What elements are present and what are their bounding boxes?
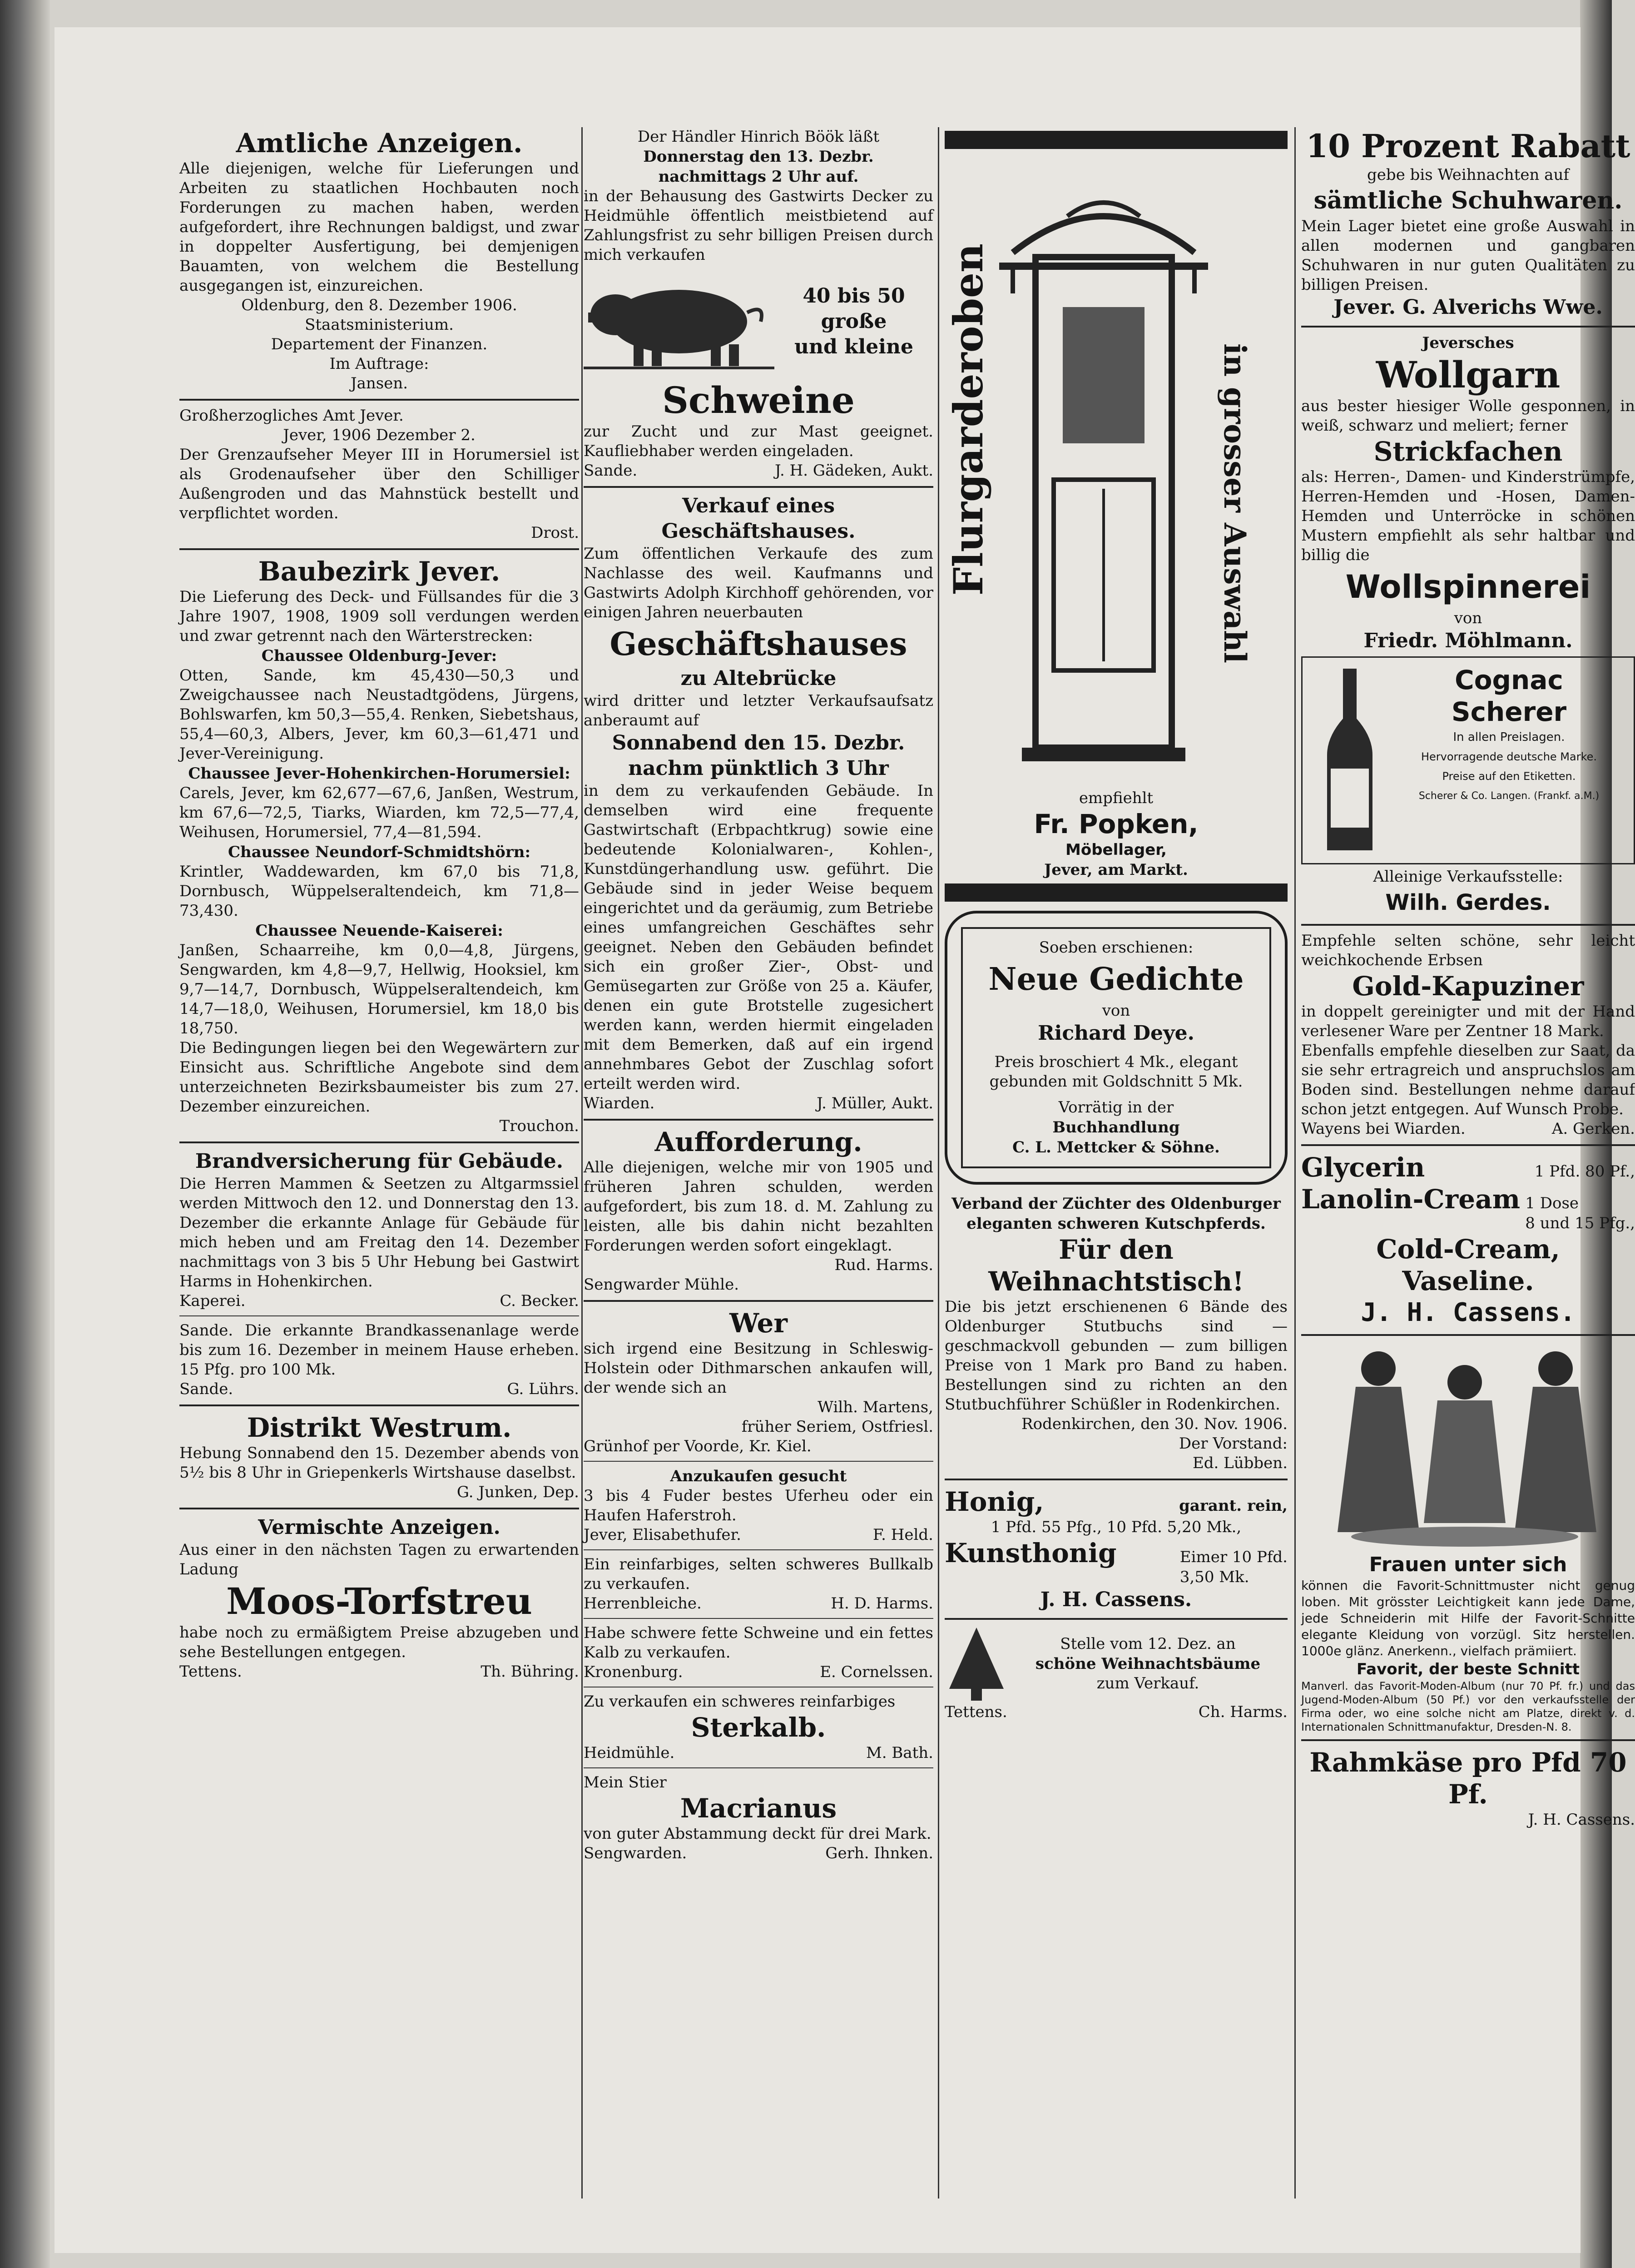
bau-intro: Die Lieferung des Deck- und Füllsandes für die 3 Jahre 1907, 1908, 1909 soll verdungen werden und zwar getrennt nach den Wärterstrecken: [179, 588, 579, 645]
verkauf-date: Sonnabend den 15. Dezbr. [612, 731, 905, 754]
frauen-sub: Favorit, der beste Schnitt [1356, 1660, 1580, 1678]
stier-body: Mein Stier [584, 1773, 667, 1792]
verkauf-sig: J. Müller, Aukt. [817, 1094, 933, 1112]
chaussee-body: Carels, Jever, km 62,677—67,6, Janßen, Westrum, km 67,6—72,5, Tiarks, Wiarden, km 72,5—77,4, Weihusen, Horumersiel, 77,4—81,594. [179, 784, 579, 841]
bull-place: Herrenbleiche. [584, 1594, 702, 1613]
chaussee-head: Chaussee Oldenburg-Jever: [261, 647, 497, 665]
westrum-body: Hebung Sonnabend den 15. Dezember abends von 5½ bis 8 Uhr in Griepenkerls Wirtshause daselbst. [179, 1444, 579, 1482]
frauen-head: Frauen unter sich [1369, 1553, 1567, 1576]
stier-name: Macrianus [680, 1793, 837, 1824]
strick-head: Strickfachen [1373, 436, 1563, 467]
rabatt-big: sämtliche Schuhwaren. [1313, 187, 1623, 214]
divider [584, 1119, 933, 1121]
frauen-body: können die Favorit-Schnittmuster nicht genug loben. Mit grösster Leichtigkeit kann jede Dame, jede Schneiderin mit Hilfe der Favorit-Schnitte elegante Kleidung von vorzügl. Sitz herstellen. 1000e glänz. Anerkenn., vielfach prämiiert. [1301, 1578, 1635, 1658]
neue-author: Richard Deye. [1038, 1022, 1194, 1045]
neue-title: Neue Gedichte [988, 961, 1244, 998]
anz-place: Jever, Elisabethufer. [584, 1526, 741, 1544]
coat-rack-illustration [995, 162, 1213, 779]
amt-sig: Drost. [531, 524, 579, 542]
divider [584, 1300, 933, 1302]
brand-body: Die Herren Mammen & Seetzen zu Altgarmssiel werden Mittwoch den 12. und Donnerstag den 13. Dezember die erkannte Anlage für Gebäude für mich heben und am Freitag den 14. Dezember nachmittags von 3 bis 5 Uhr Hebung bei Gastwirt Harms in Hohenkirchen. [179, 1175, 579, 1290]
erbs-body2: in doppelt gereinigter und mit der Hand verlesener Ware per Zentner 18 Mark. [1301, 1002, 1635, 1040]
erbs-big: Gold-Kapuziner [1352, 971, 1584, 1002]
neue-price: Preis broschiert 4 Mk., elegant gebunden mit Goldschnitt 5 Mk. [989, 1053, 1243, 1091]
woll-body: aus bester hiesiger Wolle gesponnen, in weiß, schwarz und meliert; ferner [1301, 397, 1635, 435]
woll-big: Wollgarn [1376, 353, 1561, 396]
verm-product: Moos-Torfstreu [226, 1580, 532, 1623]
verm-sig: Th. Bühring. [481, 1663, 579, 1681]
wer-sig: früher Seriem, Ostfriesl. [741, 1418, 933, 1436]
frauen-body2: Manverl. das Favorit-Moden-Album (nur 70 Pf. fr.) und das Jugend-Moden-Album (50 Pf.) vor den verkaufsstelle der Firma oder, wo eine solche nicht am Platze, direkt v. d. Internationalen Schnittmanufaktur, Dresden-N. 8. [1301, 1680, 1635, 1733]
flur-empfiehlt: empfiehlt [1079, 789, 1154, 807]
cognac-ad [1301, 656, 1635, 864]
divider [179, 1404, 579, 1406]
verb-head: Verband der Züchter des Oldenburger [951, 1195, 1281, 1213]
heading-baubezirk: Baubezirk Jever. [258, 556, 500, 587]
flur-vertical-title: Flurgarderoben [945, 243, 992, 596]
neue-buch: Buchhandlung [1052, 1118, 1180, 1136]
verb-body: Die bis jetzt erschienenen 6 Bände des Oldenburger Stutbuchs sind — geschmackvoll gebunden — zum billigen Preise von 1 Mark pro Band zu haben. Bestellungen sind zu richten an den Stutbuchführer Schüßler in Rodenkirchen. [945, 1298, 1288, 1414]
flur-sub: Möbellager, [1065, 841, 1167, 859]
rahm-sig: J. H. Cassens. [1528, 1811, 1635, 1829]
fett-place: Kronenburg. [584, 1663, 683, 1681]
cognac-line: Preise auf den Etiketten. [1442, 770, 1576, 783]
divider [179, 1508, 579, 1509]
sande-sig: G. Lührs. [507, 1380, 579, 1398]
pig-date: Donnerstag den 13. Dezbr. [643, 148, 874, 166]
chaussee-body: Janßen, Schaarreihe, km 0,0—4,8, Jürgens, Sengwarden, km 4,8—9,7, Hellwig, Hooksiel, km 9,7—14,7, Dornbusch, Wüppelseraltendeich, km 14,7—18,0, Weihusen, Horumersiel, km 18,0 bis 18,750. [179, 941, 579, 1037]
column-rule [938, 127, 939, 2199]
cognac-title: Scherer [1451, 696, 1567, 727]
wer-head: Wer [729, 1308, 788, 1339]
verm-place: Tettens. [179, 1663, 242, 1681]
divider [584, 1767, 933, 1768]
honig-price: 1 Pfd. 55 Pfg., 10 Pfd. 5,20 Mk., [991, 1518, 1242, 1536]
lan-price: 8 und 15 Pfg., [1525, 1214, 1635, 1232]
lan-head: Lanolin-Cream [1301, 1184, 1521, 1215]
cognac-line: Hervorragende deutsche Marke. [1421, 750, 1597, 763]
book-spine [0, 0, 50, 2268]
amt-body: Der Grenzaufseher Meyer III in Horumersiel ist als Grodenaufseher über den Schilliger Außengroden und das Mahnstück bestellt und verpflichtet worden. [179, 446, 579, 522]
divider [179, 1315, 579, 1316]
spinn-von: von [1454, 609, 1482, 627]
sande-body: Sande. Die erkannte Brandkassenanlage werde bis zum 16. Dezember in meinem Hause erheben. 15 Pfg. pro 100 Mk. [179, 1321, 579, 1379]
sande-place: Sande. [179, 1380, 233, 1398]
kunst-head: Kunsthonig [945, 1538, 1117, 1568]
pig-adj: und kleine [794, 335, 913, 358]
verkauf-body2: wird dritter und letzter Verkaufsaufsatz anberaumt auf [584, 692, 933, 730]
stk-sig: M. Bath. [866, 1744, 933, 1762]
neue-vorr: Vorrätig in der [1058, 1098, 1174, 1117]
stk-headline: Sterkalb. [691, 1712, 826, 1743]
column-rule [1294, 127, 1296, 2199]
brand-place: Kaperei. [179, 1292, 246, 1310]
baum-sig: Ch. Harms. [1198, 1703, 1288, 1721]
divider [1301, 1334, 1635, 1336]
verkauf-loc: zu Altebrücke [680, 667, 837, 690]
cognac-title: Cognac [1455, 665, 1563, 695]
neue-von: von [1102, 1002, 1130, 1020]
rahm-head: Rahmkäse pro Pfd 70 Pf. [1309, 1747, 1627, 1810]
cold-cream: Cold-Cream, [1376, 1234, 1560, 1265]
divider [945, 1479, 1288, 1480]
cognac-line: In allen Preislagen. [1453, 730, 1565, 744]
wer-sig: Grünhof per Voorde, Kr. Kiel. [584, 1437, 812, 1455]
verkauf-place: Wiarden. [584, 1094, 655, 1112]
verb-headline: Für den Weihnachtstisch! [988, 1234, 1244, 1297]
verm-body2: habe noch zu ermäßigtem Preise abzugeben und sehe Bestellungen entgegen. [179, 1623, 579, 1661]
divider [584, 486, 933, 488]
divider [584, 1618, 933, 1619]
flurgarderoben-ad [945, 153, 1288, 789]
honig-head: Honig, [945, 1486, 1044, 1517]
honig-sub: garant. rein, [1179, 1497, 1288, 1515]
verb-date: Rodenkirchen, den 30. Nov. 1906. [1021, 1415, 1288, 1433]
spinn-name: Friedr. Möhlmann. [1363, 629, 1573, 652]
gly-price: 1 Pfd. 80 Pf., [1534, 1162, 1635, 1181]
kunst-price: 3,50 Mk. [1179, 1568, 1249, 1586]
pig-intro: Der Händler Hinrich Böök läßt [637, 128, 880, 146]
pig-illustration [584, 272, 774, 372]
pig-body2: zur Zucht und zur Mast geeignet. Kaufliebhaber werden eingeladen. [584, 422, 933, 460]
lan-price: 1 Dose [1525, 1194, 1579, 1212]
amtliche-sig: Im Auftrage: [329, 355, 429, 373]
amt-head: Großherzogliches Amt Jever. [179, 407, 404, 425]
wer-sig: Wilh. Martens, [818, 1398, 933, 1416]
cognac-name: Wilh. Gerdes. [1385, 890, 1551, 915]
anz-sig: F. Held. [872, 1526, 933, 1544]
verkauf-time: nachm pünktlich 3 Uhr [628, 757, 889, 780]
gly-head: Glycerin [1301, 1152, 1425, 1183]
baum-body: schöne Weihnachtsbäume [1035, 1655, 1261, 1673]
erbs-sig: A. Gerken. [1551, 1120, 1635, 1138]
divider [1301, 1739, 1635, 1741]
rabatt-head: 10 Prozent Rabatt [1306, 127, 1630, 165]
column-3 [945, 127, 1288, 2199]
rabatt-body: Mein Lager bietet eine große Auswahl in allen modernen und gangbaren Schuhwaren in nur guten Qualitäten zu billigen Preisen. [1301, 217, 1635, 294]
flur-name: Fr. Popken, [1034, 809, 1199, 839]
pig-body: in der Behausung des Gastwirts Decker zu Heidmühle öffentlich meistbietend auf Zahlungsfrist zu sehr billigen Preisen durch mich verkaufen [584, 187, 933, 264]
amtliche-sig: Staatsministerium. [305, 316, 454, 334]
amt-date: Jever, 1906 Dezember 2. [283, 426, 476, 444]
kunst-price: Eimer 10 Pfd. [1179, 1548, 1288, 1566]
heading-westrum: Distrikt Westrum. [247, 1412, 512, 1443]
column-1 [179, 127, 579, 2199]
pig-place: Sande. [584, 462, 638, 480]
westrum-sig: G. Junken, Dep. [456, 1483, 579, 1501]
bottle-icon [1318, 664, 1382, 855]
verkauf-body3: in dem zu verkaufenden Gebäude. In demselben wird eine frequente Gastwirtschaft (Erbpachtkrug) sowie eine bedeutende Kolonialwaren-, Kohlen-, Kunstdüngerhandlung usw. geführt. Die Gebäude sind in jeder Weise bequem eingerichtet und da geräumig, zum Betriebe eines umfangreichen Geschäftes sehr geeignet. Neben den Gebäuden befindet sich ein großer Zier-, Obst- und Gemüsegarten zur Größe von 25 a. Käufer, denen ein gute Brotstelle zugesichert werden kann, werden hiermit eingeladen mit dem Bemerken, daß auf ein irgend annehmbares Gebot der Zuschlag sofort erteilt werden wird. [584, 782, 933, 1093]
anz-head: Anzukaufen gesucht [670, 1467, 847, 1485]
erbs-body3: Ebenfalls empfehle dieselben zur Saat, da sie sehr ertragreich und anspruchslos am Boden sind. Bestellungen nehme darauf schon jetzt entgegen. Auf Wunsch Probe. [1301, 1042, 1635, 1118]
vaseline: Vaseline. [1402, 1266, 1534, 1296]
stier-place: Sengwarden. [584, 1844, 687, 1862]
neue-soeben: Soeben erschienen: [1039, 938, 1194, 957]
amtliche-date: Oldenburg, den 8. Dezember 1906. [241, 296, 517, 314]
divider [584, 1549, 933, 1550]
fett-body: Habe schwere fette Schweine und ein fettes Kalb zu verkaufen. [584, 1624, 933, 1662]
stier-sig: Gerh. Ihnken. [825, 1844, 933, 1862]
stk-place: Heidmühle. [584, 1744, 675, 1762]
newspaper-page [54, 27, 1635, 2253]
pig-sig: J. H. Gädeken, Aukt. [775, 462, 933, 480]
rabatt-sig: Jever. G. Alverichs Wwe. [1333, 296, 1603, 319]
divider [1301, 1144, 1635, 1146]
cognac-line: Scherer & Co. Langen. (Frankf. a.M.) [1418, 790, 1600, 802]
bull-body: Ein reinfarbiges, selten schweres Bullkalb zu verkaufen. [584, 1555, 933, 1593]
pig-headline: Schweine [662, 379, 855, 422]
pig-time: nachmittags 2 Uhr auf. [658, 168, 859, 186]
flur-vertical-subtitle: in grosser Auswahl [1217, 343, 1253, 664]
black-band [945, 883, 1288, 902]
erbs-body: Empfehle selten schöne, sehr leicht weichkochende Erbsen [1301, 932, 1635, 969]
chaussee-head: Chaussee Neuende-Kaiserei: [255, 922, 503, 940]
erbs-place: Wayens bei Wiarden. [1301, 1120, 1466, 1138]
verb-sig: Der Vorstand: [1179, 1434, 1288, 1453]
amtliche-sig: Departement der Finanzen. [271, 335, 488, 353]
divider [1301, 924, 1635, 926]
amtliche-body: Alle diejenigen, welche für Lieferungen und Arbeiten zu staatlichen Hochbauten noch Forderungen zu machen haben, werden aufgefordert, ihre Rechnungen baldigst, und zwar in doppelter Ausfertigung, bei demjenigen Bauamten, von welchem die Bestellung ausgegangen ist, einzureichen. [179, 159, 579, 295]
chaussee-head: Chaussee Neundorf-Schmidtshörn: [228, 843, 531, 861]
verb-head: eleganten schweren Kutschpferds. [966, 1215, 1266, 1233]
pig-adj: große [821, 310, 887, 333]
divider [179, 1141, 579, 1143]
chaussee-head: Chaussee Jever-Hohenkirchen-Horumersiel: [188, 764, 570, 783]
bau-sig: Trouchon. [499, 1117, 579, 1135]
heading-brand: Brandversicherung für Gebäude. [195, 1150, 564, 1173]
divider [584, 1461, 933, 1462]
neue-gedichte-ad [945, 911, 1288, 1185]
chaussee-body: Krintler, Waddewarden, km 67,0 bis 71,8, Dornbusch, Wüppelseraltendeich, km 71,8—73,430. [179, 863, 579, 920]
pig-count: 40 bis 50 [803, 284, 905, 308]
baum-place: Tettens. [945, 1703, 1007, 1721]
column-rule [581, 127, 583, 2199]
column-4 [1301, 127, 1635, 2199]
column-2 [584, 127, 933, 2199]
auff-sig: Rud. Harms. [834, 1256, 933, 1274]
baum-body: zum Verkauf. [1096, 1674, 1199, 1692]
verkauf-body: Zum öffentlichen Verkaufe des zum Nachlasse des weil. Kaufmanns und Gastwirts Adolph Kirchhoff gehörenden, vor einigen Jahren neuerbauten [584, 545, 933, 621]
women-illustration [1301, 1341, 1635, 1550]
heading-amtliche: Amtliche Anzeigen. [236, 128, 523, 159]
divider [179, 399, 579, 401]
divider [1301, 326, 1635, 328]
flur-place: Jever, am Markt. [1044, 861, 1188, 879]
anz-body: 3 bis 4 Fuder bestes Uferheu oder ein Haufen Haferstroh. [584, 1487, 933, 1524]
cognac-allein: Alleinige Verkaufsstelle: [1373, 868, 1563, 886]
auff-body: Alle diejenigen, welche mir von 1905 und früheren Jahren schulden, werden aufgefordert, bis zum 18. d. M. Zahlung zu leisten, alle bis dahin nicht bezahlten Forderungen werden sofort eingeklagt. [584, 1158, 933, 1255]
spinn-head: Wollspinnerei [1345, 568, 1591, 605]
verkauf-head: Verkauf eines Geschäftshauses. [661, 494, 856, 543]
verm-body: Aus einer in den nächsten Tagen zu erwartenden Ladung [179, 1541, 579, 1578]
woll-pre: Jeversches [1422, 334, 1514, 352]
divider [179, 548, 579, 550]
honig-sig: J. H. Cassens. [1040, 1588, 1192, 1611]
baum-body: Stelle vom 12. Dez. an [1060, 1635, 1236, 1653]
stier-body2: von guter Abstammung deckt für drei Mark. [584, 1825, 931, 1843]
amtliche-sig: Jansen. [350, 374, 408, 392]
bau-body: Die Bedingungen liegen bei den Wegewärtern zur Einsicht aus. Schriftliche Angebote sind dem unterzeichneten Bezirksbaumeister bis zum 27. Dezember einzureichen. [179, 1039, 579, 1116]
verkauf-headline: Geschäftshauses [609, 625, 907, 663]
brand-sig: C. Becker. [500, 1292, 579, 1310]
fett-sig: E. Cornelssen. [820, 1663, 933, 1681]
divider [945, 1618, 1288, 1620]
neue-shop: C. L. Mettcker & Söhne. [1012, 1138, 1220, 1156]
bull-sig: H. D. Harms. [831, 1594, 933, 1613]
strick-body: als: Herren-, Damen- und Kinderstrümpfe, Herren-Hemden und -Hosen, Damen-Hemden und Unterröcke in schönen Mustern empfiehlt als sehr haltbar und billig die [1301, 468, 1635, 564]
chaussee-body: Otten, Sande, km 45,430—50,3 und Zweigchaussee nach Neustadtgödens, Jürgens, Bohlswarfen, km 50,3—55,4. Renken, Siebetshaus, 55,4—60,3, Albers, Jever, km 60,3—61,471 und Jever-Vereinigung. [179, 666, 579, 763]
heading-vermischte: Vermischte Anzeigen. [258, 1516, 500, 1539]
auff-head: Aufforderung. [654, 1127, 862, 1157]
rabatt-sub: gebe bis Weihnachten auf [1367, 166, 1569, 184]
stk-body: Zu verkaufen ein schweres reinfarbiges [584, 1692, 896, 1711]
christmas-tree-icon [945, 1625, 1008, 1702]
black-band [945, 131, 1288, 149]
verb-sig: Ed. Lübben. [1192, 1454, 1288, 1472]
auff-place: Sengwarder Mühle. [584, 1275, 739, 1294]
cassens: J. H. Cassens. [1361, 1298, 1576, 1327]
wer-body: sich irgend eine Besitzung in Schleswig-Holstein oder Dithmarschen ankaufen will, der wende sich an [584, 1340, 933, 1397]
